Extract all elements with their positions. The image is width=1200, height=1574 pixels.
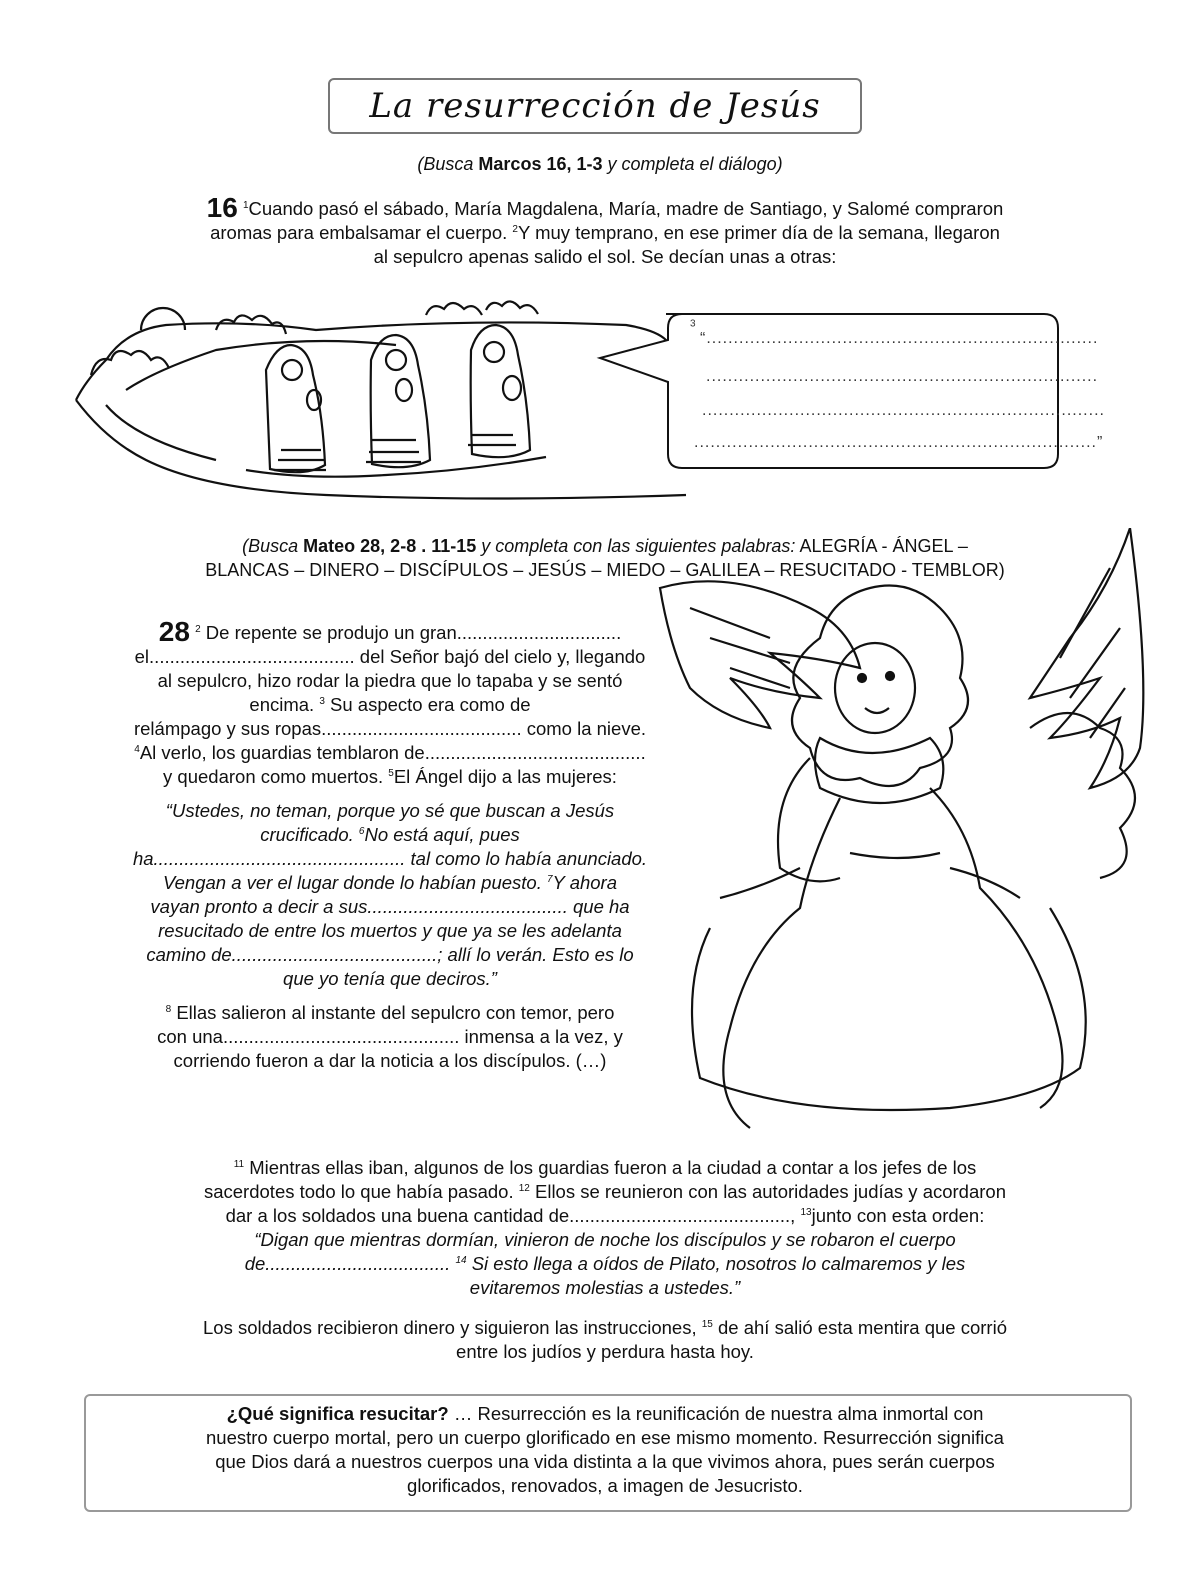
fill-in-line[interactable]: el........................................ del Señor bajó del cielo y, llegando <box>134 646 646 667</box>
page-title: La resurrección de Jesús <box>369 86 821 126</box>
definition-text <box>100 1402 1110 1498</box>
verse-text: encima. <box>249 694 315 715</box>
verse-number: 8 <box>165 1003 172 1015</box>
instruction-pre: (Busca <box>417 154 479 174</box>
word-list: ALEGRÍA - ÁNGEL – <box>799 536 968 556</box>
quote-line: que yo tenía que deciros.” <box>283 968 497 989</box>
quote-line: evitaremos molestias a ustedes.” <box>469 1277 741 1298</box>
instruction-post: y completa con las siguientes palabras: <box>476 536 796 556</box>
section2-paragraph <box>80 616 700 1073</box>
verse-number: 6 <box>358 825 365 837</box>
verse-number: 3 <box>690 318 697 330</box>
verse-number: 2 <box>512 223 518 235</box>
bubble-verse-number <box>690 320 697 338</box>
verse-text: sacerdotes todo lo que había pasado. <box>203 1181 514 1202</box>
verse-text: de ahí salió esta mentira que corrió <box>718 1317 1007 1338</box>
fill-in-line[interactable]: relámpago y sus ropas....................................... como la nieve. <box>133 718 647 739</box>
definition-line: glorificados, renovados, a imagen de Jesucristo. <box>407 1475 803 1496</box>
verse-number: 7 <box>546 873 553 885</box>
answer-line[interactable]: ..........................................................................” <box>694 434 1104 451</box>
definition-question: ¿Qué significa resucitar? <box>226 1403 449 1424</box>
verse-text: Y muy temprano, en ese primer día de la semana, llegaron <box>517 222 1000 243</box>
definition-line: … Resurrección es la reunificación de nuestra alma inmortal con <box>448 1403 984 1424</box>
verse-text: entre los judíos y perdura hasta hoy. <box>456 1341 754 1362</box>
verse-text: y quedaron como muertos. <box>163 766 384 787</box>
verse-number: 5 <box>388 767 394 779</box>
chapter-number: 16 <box>206 192 238 223</box>
definition-line: que Dios dará a nuestros cuerpos una vida distinta a la que vivimos ahora, pues serán cuerpos <box>215 1451 995 1472</box>
verse-text: Los soldados recibieron dinero y siguieron las instrucciones, <box>203 1317 697 1338</box>
verse-text: Mientras ellas iban, algunos de los guardias fueron a la ciudad a contar a los jefes de los <box>249 1157 977 1178</box>
instruction-reference: Mateo 28, 2-8 . 11-15 <box>303 536 477 556</box>
verse-text: junto con esta orden: <box>811 1205 985 1226</box>
quote-line: “Digan que mientras dormían, vinieron de noche los discípulos y se robaron el cuerpo <box>254 1229 956 1250</box>
verse-number: 1 <box>242 199 249 211</box>
quote-line: “Ustedes, no teman, porque yo sé que buscan a Jesús <box>165 800 615 821</box>
instruction-post: y completa el diálogo) <box>602 154 783 174</box>
fill-in-line[interactable]: Al verlo, los guardias temblaron de........................................... <box>139 742 646 763</box>
verse-text: Cuando pasó el sábado, María Magdalena, María, madre de Santiago, y Salomé compraron <box>248 198 1004 219</box>
fill-in-line[interactable]: ha................................................. tal como lo había anunciado. <box>132 848 648 869</box>
quote-line: Y ahora <box>552 872 618 893</box>
verse-text: Ellas salieron al instante del sepulcro con temor, pero <box>176 1002 615 1023</box>
title-box <box>328 78 862 134</box>
verse-text: aromas para embalsamar el cuerpo. <box>210 222 508 243</box>
verse-number: 13 <box>800 1206 812 1218</box>
word-list: BLANCAS – DINERO – DISCÍPULOS – JESÚS – MIEDO – GALILEA – RESUCITADO - TEMBLOR) <box>205 560 1005 580</box>
quote-line: Si esto llega a oídos de Pilato, nosotros lo calmaremos y les <box>471 1253 966 1274</box>
fill-in-line[interactable]: dar a los soldados una buena cantidad de..........................................., <box>225 1205 796 1226</box>
section3-paragraph <box>90 1156 1120 1364</box>
answer-line[interactable]: ........................................................................ <box>706 368 1099 385</box>
definition-line: nuestro cuerpo mortal, pero un cuerpo glorificado en ese mismo momento. Resurrección significa <box>206 1427 1004 1448</box>
fill-in-line[interactable]: con una.............................................. inmensa a la vez, y <box>157 1026 623 1047</box>
verse-text: al sepulcro apenas salido el sol. Se decían unas a otras: <box>373 246 837 267</box>
section1-instruction <box>300 154 900 175</box>
fill-in-line[interactable]: vayan pronto a decir a sus....................................... que ha <box>150 896 630 917</box>
fill-in-line[interactable]: camino de........................................; allí lo verán. Esto es lo <box>146 944 634 965</box>
verse-number: 14 <box>455 1254 467 1266</box>
verse-text: Su aspecto era como de <box>330 694 531 715</box>
section1-paragraph <box>110 192 1100 269</box>
verse-text: al sepulcro, hizo rodar la piedra que lo tapaba y se sentó <box>157 670 623 691</box>
verse-number: 15 <box>701 1318 713 1330</box>
instruction-pre: (Busca <box>242 536 304 556</box>
verse-number: 4 <box>134 743 140 755</box>
quote-line: resucitado de entre los muertos y que ya se les adelanta <box>158 920 622 941</box>
verse-text: corriendo fueron a dar la noticia a los discípulos. (…) <box>173 1050 607 1071</box>
quote-line: Vengan a ver el lugar donde lo habían puesto. <box>162 872 542 893</box>
quote-line: No está aquí, pues <box>364 824 520 845</box>
angel-illustration <box>650 528 1150 1140</box>
answer-line[interactable]: .......................................................................... <box>702 402 1105 419</box>
answer-line[interactable]: “........................................................................ <box>700 330 1099 347</box>
chapter-number: 28 <box>158 616 190 647</box>
verse-number: 12 <box>518 1182 530 1194</box>
fill-in-line[interactable]: de.................................... <box>244 1253 451 1274</box>
verse-number: 3 <box>319 695 325 707</box>
verse-number: 2 <box>195 623 201 635</box>
instruction-reference: Marcos 16, 1-3 <box>478 154 603 174</box>
quote-line: crucificado. <box>260 824 354 845</box>
fill-in-line[interactable]: De repente se produjo un gran................................ <box>205 622 622 643</box>
verse-text: El Ángel dijo a las mujeres: <box>393 766 617 787</box>
verse-text: Ellos se reunieron con las autoridades judías y acordaron <box>535 1181 1007 1202</box>
verse-number: 11 <box>233 1158 245 1170</box>
